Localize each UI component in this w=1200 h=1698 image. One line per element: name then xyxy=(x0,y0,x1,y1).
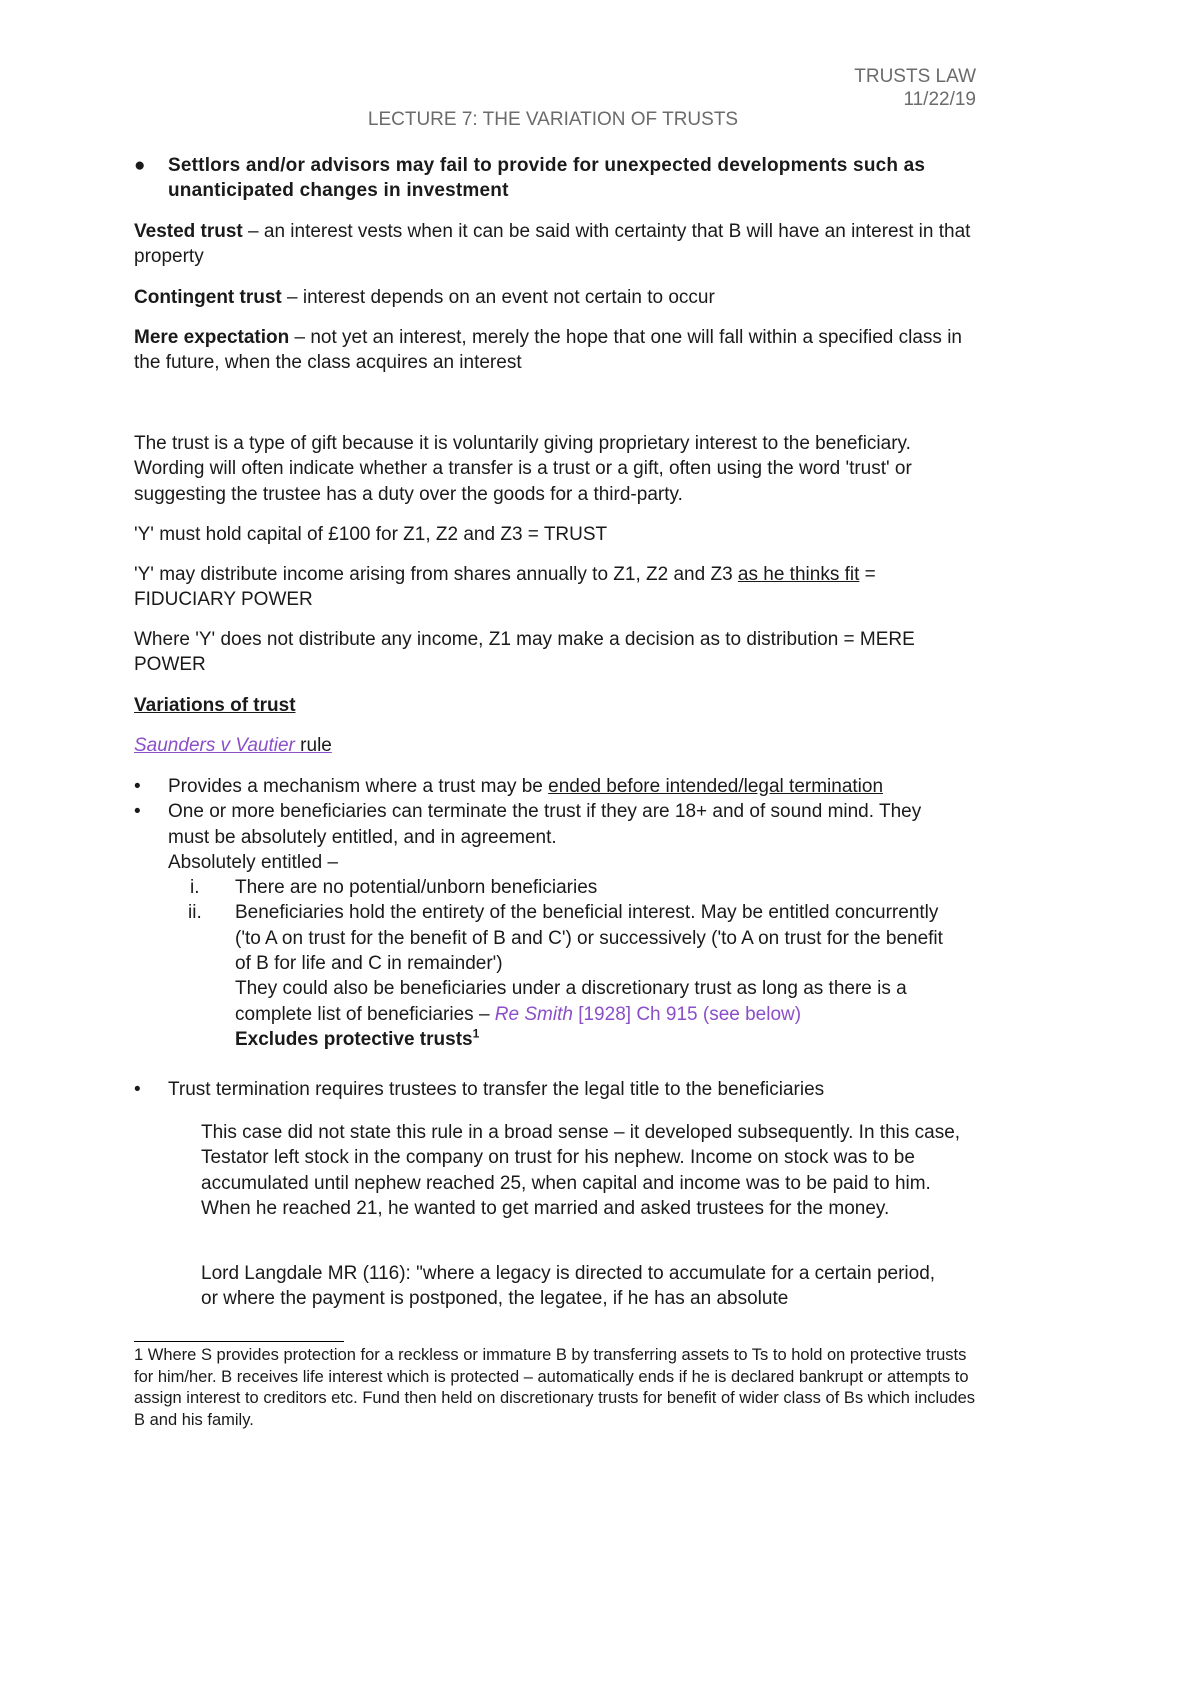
term: Vested trust xyxy=(134,221,243,242)
list-item xyxy=(134,1077,984,1102)
footnote-divider xyxy=(134,1341,344,1342)
footnote-ref[interactable]: 1 xyxy=(472,1026,480,1041)
course-name: TRUSTS LAW xyxy=(854,66,976,87)
list-item xyxy=(134,799,948,1052)
definition-vested xyxy=(134,219,984,270)
case-link[interactable]: Re Smith xyxy=(494,1003,573,1025)
text: Absolutely entitled – xyxy=(168,851,339,873)
underlined-text: ended before intended/legal termination xyxy=(548,776,884,797)
text: = FIDUCIARY POWER xyxy=(134,564,876,611)
text: Excludes protective trusts xyxy=(235,1028,473,1050)
text: They could also be beneficiaries under a discretionary trust as long as there is a complete list of beneficiaries – xyxy=(235,978,907,1025)
bullet-icon: ● xyxy=(134,155,146,176)
roman-numeral: i. xyxy=(190,877,200,899)
bullet-list xyxy=(134,774,984,1103)
section-heading: Variations of trust xyxy=(134,695,296,716)
intro-bullet-text: Settlors and/or advisors may fail to provide for unexpected developments such as unanticipated changes in investment xyxy=(168,155,926,202)
text: 'Y' may distribute income arising from shares annually to Z1, Z2 and Z3 xyxy=(134,564,738,585)
case-paragraph: This case did not state this rule in a broad sense – it developed subsequently. In this case, Testator left stock in the company on trust for his nephew. Income on stock was to be accumulated until nephew reached 25, when capital and income was to be paid to him. When he reached 21, he wanted to get married and asked trustees for the money. xyxy=(201,1122,961,1219)
roman-item xyxy=(168,900,955,1052)
text: Provides a mechanism where a trust may be xyxy=(168,776,549,797)
term: Mere expectation xyxy=(134,327,290,348)
gift-paragraph: The trust is a type of gift because it is voluntarily giving proprietary interest to the beneficiary. Wording will often indicate whether a transfer is a trust or a gift, often using the word 'trust' or suggesting the trustee has a duty over the goods for a third-party. xyxy=(134,433,912,505)
definition-text: – an interest vests when it can be said with certainty that B will have an interest in that property xyxy=(134,221,971,268)
citation: [1928] Ch 915 (see below) xyxy=(572,1003,802,1025)
definition-contingent xyxy=(134,285,984,310)
text: One or more beneficiaries can terminate the trust if they are 18+ and of sound mind. They must be absolutely entitled, and in agreement. xyxy=(168,801,922,848)
example-fiduciary-power xyxy=(134,562,964,613)
example-trust: 'Y' must hold capital of £100 for Z1, Z2 and Z3 = TRUST xyxy=(134,524,608,545)
header-date: 11/22/19 xyxy=(903,89,976,110)
rule-heading xyxy=(134,733,332,758)
list-item xyxy=(134,774,984,799)
bullet-icon: • xyxy=(134,776,141,797)
definition-mere-expectation xyxy=(134,325,964,376)
roman-item xyxy=(168,875,948,900)
footnote: 1 Where S provides protection for a reckless or immature B by transferring assets to Ts to hold on protective trusts for him/her. B receives life interest which is protected – automatically ends if he is declared bankrupt or attempts to assign interest to creditors etc. Fund then held on discretionary trusts for benefit of wider class of Bs which includes B and his family. xyxy=(134,1346,975,1429)
roman-numeral: ii. xyxy=(188,902,202,924)
quote-paragraph: Lord Langdale MR (116): "where a legacy is directed to accumulate for a certain period, or where the payment is postponed, the legatee, if he has an absolute xyxy=(201,1263,936,1310)
text: Trust termination requires trustees to transfer the legal title to the beneficiaries xyxy=(168,1079,825,1101)
bullet-icon: • xyxy=(134,801,141,823)
definition-text: – not yet an interest, merely the hope that one will fall within a specified class in the future, when the class acquires an interest xyxy=(134,327,962,374)
definition-text: – interest depends on an event not certain to occur xyxy=(281,287,715,308)
text: Beneficiaries hold the entirety of the beneficial interest. May be entitled concurrently ('to A on trust for the benefit of B and C') or successively ('to A on trust for the benefit of B for life and C in remainder') xyxy=(235,902,943,975)
page-title: LECTURE 7: THE VARIATION OF TRUSTS xyxy=(367,109,739,130)
case-link[interactable]: Saunders v Vautier xyxy=(134,735,295,756)
underlined-text: as he thinks fit xyxy=(737,564,860,585)
text: There are no potential/unborn beneficiaries xyxy=(235,877,598,899)
example-mere-power: Where 'Y' does not distribute any income, Z1 may make a decision as to distribution = MERE POWER xyxy=(134,629,915,676)
intro-bullet xyxy=(134,153,984,204)
text: rule xyxy=(294,735,332,756)
term: Contingent trust xyxy=(134,287,282,308)
bullet-icon: • xyxy=(134,1079,141,1101)
